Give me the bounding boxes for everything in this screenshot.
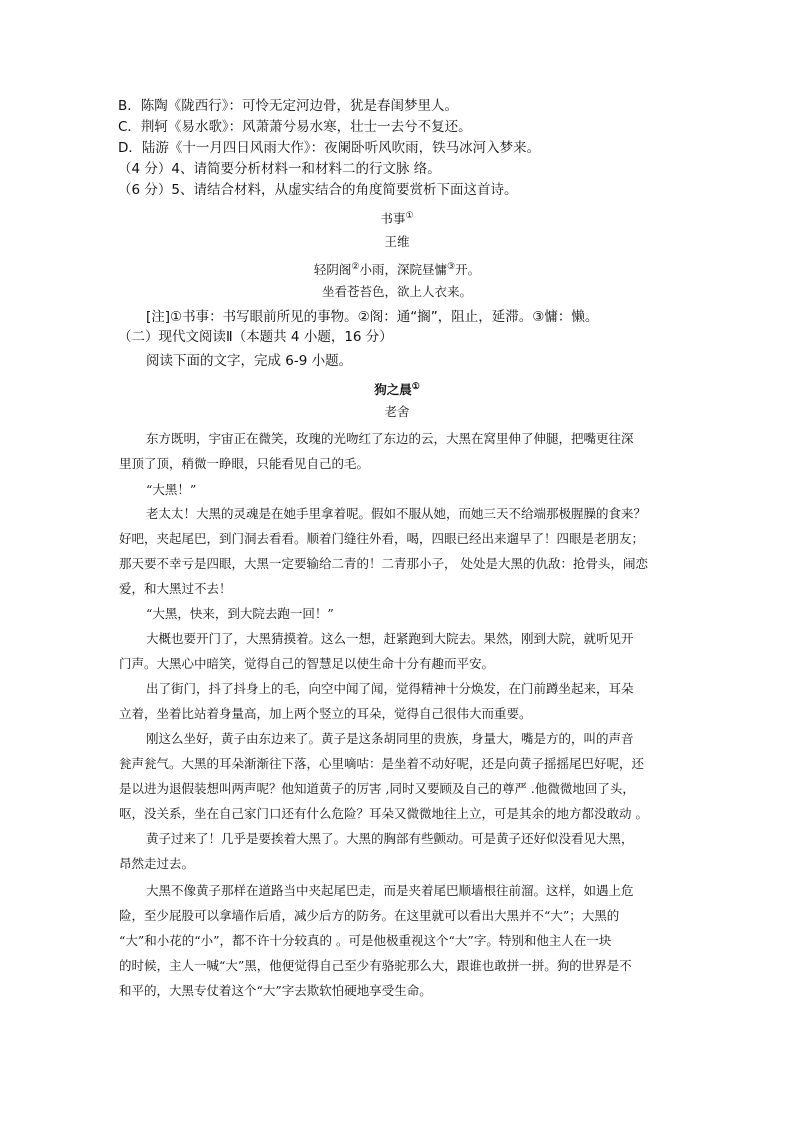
poem-title bbox=[0, 207, 794, 228]
section-heading: （二）现代文阅读Ⅱ（本题共 4 小题，16 分） bbox=[118, 329, 393, 345]
poem-author: 王维 bbox=[384, 234, 410, 249]
story-line: 是以进为退假装想叫两声呢？他知道黄子的厉害 ,同时又要顾及自己的尊严 .他微微地回了头， bbox=[119, 781, 635, 796]
poem-line-1-b: 小雨，深院昼慵 bbox=[359, 262, 447, 278]
story-title-note: ① bbox=[411, 382, 420, 392]
option-d: D．陆游《十一月四日风雨大作》：夜阑卧听风吹雨，铁马冰河入梦来。 bbox=[118, 140, 541, 156]
poem-line-1-c: 开。 bbox=[455, 262, 481, 278]
story-line: 和平的，大黑专仗着这个“大”字去欺软怕硬地享受生命。 bbox=[119, 983, 432, 998]
story-line: 大概也要开门了，大黑猜摸着。这么一想，赶紧跑到大院去。果然，刚到大院，就听见开 bbox=[146, 631, 634, 646]
story-line: 东方既明，宇宙正在微笑，玫瑰的光吻红了东边的云，大黑在窝里伸了伸腿，把嘴更往深 bbox=[146, 431, 634, 446]
poem-note-3: ③ bbox=[447, 262, 456, 272]
poem-title-note: ① bbox=[405, 211, 414, 221]
question-4: （4 分）4、请简要分析材料一和材料二的行文脉 络。 bbox=[118, 161, 441, 177]
option-c: C．荆轲《易水歌》：风萧萧兮易水寒，壮士一去兮不复还。 bbox=[118, 119, 472, 135]
poem-note-2: ② bbox=[351, 262, 360, 272]
story-line: 好吧，夹起尾巴，到门洞去看看。顺着门缝往外看，喝，四眼已经出来遛早了！四眼是老朋友； bbox=[119, 531, 645, 546]
story-title bbox=[0, 378, 794, 399]
poem-line-1-a: 轻阴阁 bbox=[313, 262, 352, 278]
story-line: 里顶了顶，稍微一睁眼，只能看见自己的毛。 bbox=[119, 456, 370, 471]
poem-line-2: 坐看苍苔色，欲上人衣来。 bbox=[321, 284, 472, 299]
story-line: 大黑不像黄子那样在道路当中夹起尾巴走，而是夹着尾巴顺墙根往前溜。这样，如遇上危 bbox=[146, 883, 634, 898]
story-line: 瓮声瓮气。大黑的耳朵渐渐往下落，心里嘀咕：是坐着不动好呢，还是向黄子摇摇尾巴好呢，还 bbox=[119, 756, 645, 771]
story-line: 老太太！大黑的灵魂是在她手里拿着呢。假如不服从她，而她三天不给端那极腥臊的食来？ bbox=[146, 506, 647, 521]
option-b: B．陈陶《陇西行》：可怜无定河边骨，犹是春闺梦里人。 bbox=[118, 98, 459, 114]
story-line: 险，至少屁股可以拿墙作后盾，减少后方的防务。在这里就可以看出大黑并不“大”；大黑的 bbox=[119, 908, 620, 923]
question-5: （6 分）5、请结合材料，从虚实结合的角度简要赏析下面这首诗。 bbox=[118, 182, 518, 198]
story-line: “大”和小花的“小”，都不许十分较真的 。可是他极重视这个“大”字。特别和他主人在一块 bbox=[119, 933, 612, 948]
poem-line-1 bbox=[0, 258, 794, 279]
story-line: 的时候，主人一喊“大”黑，他便觉得自己至少有骆驼那么大，跟谁也敢拼一拼。狗的世界是不 bbox=[119, 958, 632, 973]
story-title-text: 狗之晨 bbox=[374, 382, 412, 398]
story-line: 那天要不幸亏是四眼，大黑一定要输给二青的！二青那小子， 处处是大黑的仇敌：抢骨头，闹恋 bbox=[119, 556, 648, 571]
story-line: 立着，坐着比站着身量高，加上两个竖立的耳朵，觉得自己很伟大而重要。 bbox=[119, 706, 532, 721]
story-line: 门声。大黑心中暗笑，觉得自己的智慧足以使生命十分有趣而平安。 bbox=[119, 656, 495, 671]
story-line: 呕，没关系，坐在自己家门口还有什么危险？耳朵又微微地往上立，可是其余的地方都没敢动 。 bbox=[119, 806, 648, 821]
section-instruction: 阅读下面的文字，完成 6-9 小题。 bbox=[146, 353, 353, 369]
story-line: 爱，和大黑过不去！ bbox=[119, 581, 232, 596]
story-line: “大黑！” bbox=[146, 482, 197, 497]
story-line: 昂然走过去。 bbox=[119, 856, 195, 871]
story-line: 黄子过来了！几乎是要挨着大黑了。大黑的胸部有些颤动。可是黄子还好似没看见大黑， bbox=[146, 831, 634, 846]
poem-annotation: [注]①书事：书写眼前所见的事物。②阁：通“搁”，阻止，延滞。③慵：懒。 bbox=[146, 309, 599, 325]
story-line: 刚这么坐好，黄子由东边来了。黄子是这条胡同里的贵族，身量大，嘴是方的，叫的声音 bbox=[146, 731, 634, 746]
story-author: 老舍 bbox=[384, 404, 410, 419]
poem-title-text: 书事 bbox=[380, 211, 406, 227]
story-line: “大黑，快来，到大院去跑一回！” bbox=[146, 606, 334, 621]
story-line: 出了街门，抖了抖身上的毛，向空中闻了闻，觉得精神十分焕发，在门前蹲坐起来，耳朵 bbox=[146, 681, 634, 696]
